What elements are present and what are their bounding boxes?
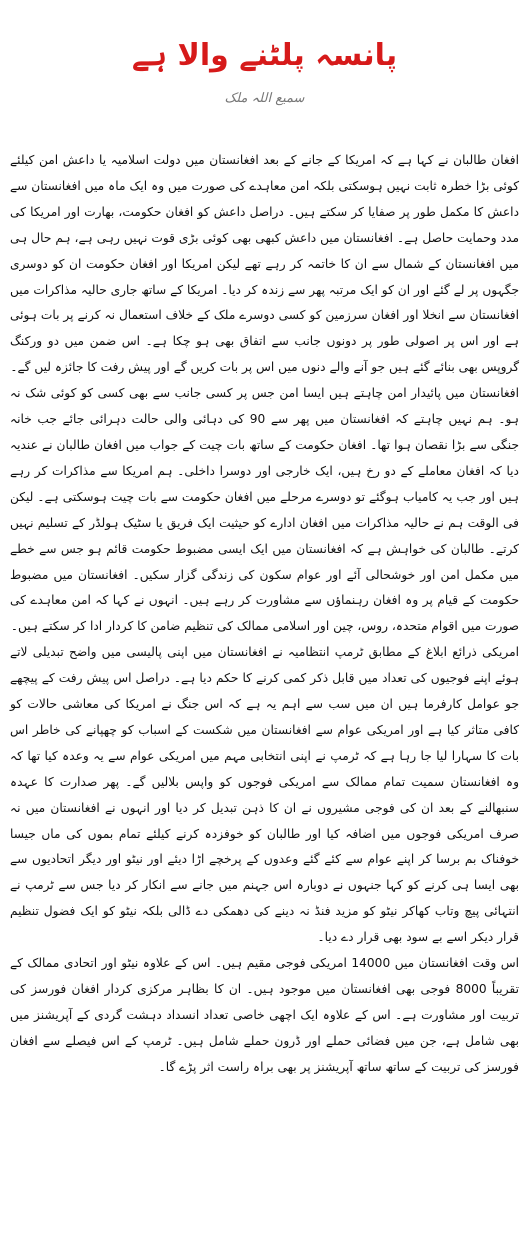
paragraph-4: اس وقت افغانستان میں 14000 امریکی فوجی مقیم ہیں۔ اس کے علاوہ نیٹو اور اتحادی ممالک کے تقریباً 8000 فوجی بھی افغانستان میں موجود ہیں۔ ان کا بظاہر مرکزی کردار افغان فورسز کی تربیت اور مشاورت ہے۔ اس کے علاوہ ایک اچھی خاصی تعداد انسداد دہشت گردی کے آپریشنز میں بھی شامل ہے، جن میں فضائی حملے اور ڈرون حملے شامل ہیں۔ ٹرمپ کے اس فیصلے سے افغان فورسز کی تربیت کے ساتھ ساتھ آپریشنز پر بھی براہ راست اثر پڑے گا۔ [10,956,519,1074]
paragraph-2: افغانستان میں پائیدار امن چاہتے ہیں ایسا امن جس پر کسی جانب سے بھی کسی کو کوئی شک نہ ہو۔ ہم نہیں چاہتے کہ افغانستان میں پھر سے 90 کی دہائی والی حالت دہرائی جائے جب خانہ جنگی سے بڑا نقصان ہوا تھا۔ افغان حکومت کے ساتھ بات چیت کے جواب میں افغان طالبان نے عندیہ دیا کہ افغان معاملے کے دو رخ ہیں، ایک خارجی اور دوسرا داخلی۔ ہم امریکا سے مذاکرات کر رہے ہیں اور جب یہ کامیاب ہوگئے تو دوسرے مرحلے میں افغان حکومت سے بات چیت ہوسکتی ہے۔ لیکن فی الوقت ہم نے حالیہ مذاکرات میں افغان ادارے کو حیثیت ایک فریق یا سٹیک ہولڈر کے تسلیم نہیں کرتے۔ طالبان کی خواہش ہے کہ افغانستان میں ایک ایسی مضبوط حکومت قائم ہو جس سے خطے میں مکمل امن اور خوشحالی آئے اور عوام سکون کی زندگی گزار سکیں۔ افغانستان میں مضبوط حکومت کے قیام پر وہ افغان رہنماؤں سے مشاورت کر رہے ہیں۔ انہوں نے کہا کہ امن معاہدے کی صورت میں اقوام متحدہ، روس، چین اور اسلامی ممالک کی تنظیم ضامن کا کردار ادا کر سکتے ہیں۔ [10,386,519,634]
article-body [10,148,519,1081]
paragraph-1: افغان طالبان نے کہا ہے کہ امریکا کے جانے کے بعد افغانستان میں دولت اسلامیہ یا داعش امن کیلئے کوئی بڑا خطرہ ثابت نہیں ہوسکتی بلکہ امن معاہدے کی صورت میں وہ ایک ماہ میں افغانستان سے داعش کا مکمل طور پر صفایا کر سکتے ہیں۔ دراصل داعش کو افغان حکومت، بھارت اور امریکا کی مدد وحمایت حاصل ہے۔ افغانستان میں داعش کبھی بھی کوئی بڑی قوت نہیں رہی ہے، ہم حال ہی میں افغانستان کے شمال سے ان کا خاتمہ کر رہے تھے لیکن امریکا اور افغان حکومت ان کو دوسری جگہوں پر لے گئے اور ان کو ایک مرتبہ پھر سے زندہ کر دیا۔ امریکا کے ساتھ جاری حالیہ مذاکرات میں افغانستان سے انخلا اور افغان سرزمین کو کسی دوسرے ملک کے خلاف استعمال نہ کرنے پر بات ہوئی ہے اور اس پر اصولی طور پر دونوں جانب سے اتفاق بھی ہو چکا ہے۔ اس ضمن میں دو ورکنگ گروپس بھی بنائے گئے ہیں جو آنے والے دنوں میں اس پر بات کریں گے اور پیش رفت کا جائزہ لیں گے۔ [10,153,519,375]
paragraph-3: امریکی ذرائع ابلاغ کے مطابق ٹرمپ انتظامیہ نے افغانستان میں اپنی پالیسی میں واضح تبدیلی لاتے ہوئے اپنے فوجیوں کی تعداد میں قابل ذکر کمی کرنے کا حکم دیا ہے۔ دراصل اس پیش رفت کے پیچھے جو عوامل کارفرما ہیں ان میں سب سے اہم یہ ہے کہ اس جنگ نے امریکا کی معاشی حالات کو کافی متاثر کیا ہے اور امریکی عوام سے افغانستان میں شکست کے اسباب کو چھپانے کی خاطر اس بات کا سہارا لیا جا رہا ہے کہ ٹرمپ نے اپنی انتخابی مہم میں امریکی عوام سے یہ وعدہ کیا تھا کہ وہ افغانستان سمیت تمام ممالک سے امریکی فوجوں کو واپس بلالیں گے۔ پھر صدارت کا عہدہ سنبھالنے کے بعد ان کی فوجی مشیروں نے ان کا ذہن تبدیل کر دیا اور انہوں نے افغانستان میں نہ صرف امریکی فوجوں میں اضافہ کیا اور طالبان کو خوفزدہ کرنے کیلئے تمام بموں کی ماں جیسا خوفناک بم برسا کر اپنے عوام سے کئے گئے وعدوں کے پرخچے اڑا دیئے اور نیٹو اور دیگر اتحادیوں سے بھی ایسا ہی کرنے کو کہا جنہوں نے دوبارہ اس جہنم میں جانے سے انکار کر دیا جس سے ٹرمپ نے انتہائی پیچ وتاب کھاکر نیٹو کو مزید فنڈ نہ دینے کی دھمکی دے ڈالی بلکہ نیٹو کو ایک فضول تنظیم قرار دیکر اسے بے سود بھی قرار دے دیا۔ [10,645,519,945]
author-byline: سمیع اللہ ملک [224,91,305,106]
article-title: پانسہ پلٹنے والا ہے [131,38,398,73]
